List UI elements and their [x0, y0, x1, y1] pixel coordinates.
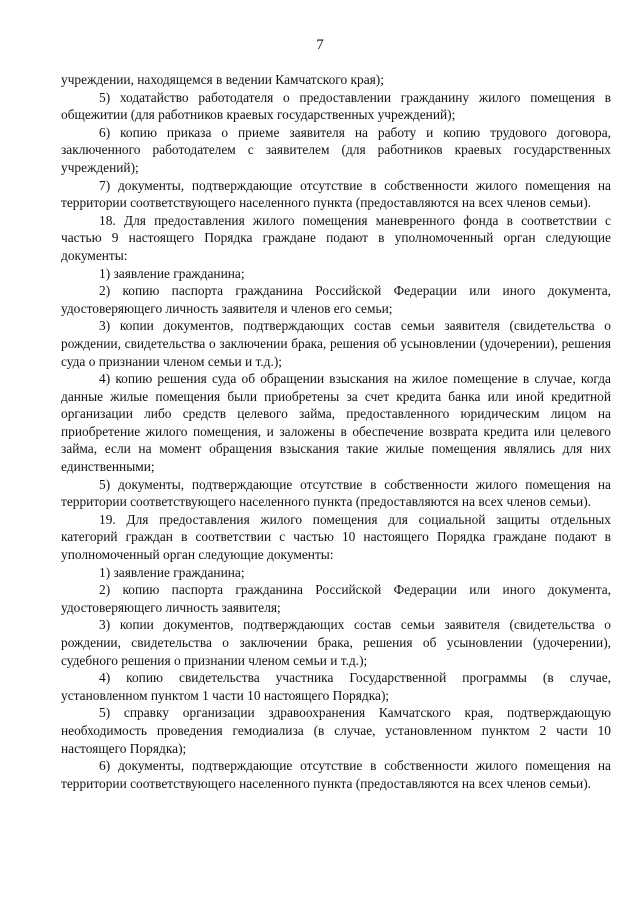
section-19-item-1: 1) заявление гражданина; [99, 564, 245, 580]
section-18-item-5: 5) документы, подтверждающие отсутствие в собственности жилого помещения на территории соответствующего населенного пункта (предоставляются на всех членов семьи). [61, 476, 611, 510]
list-item-6-employment-order: 6) копию приказа о приеме заявителя на работу и копию трудового договора, заключенного работодателем с заявителем (для работников краевых государственных учреждений); [61, 124, 611, 175]
document-body [61, 71, 611, 792]
paragraph-continuation: учреждении, находящемся в ведении Камчатского края); [61, 72, 384, 87]
section-19-item-4: 4) копию свидетельства участника Государственной программы (в случае, установленном пунктом 1 части 10 настоящего Порядка); [61, 670, 611, 703]
section-19-heading: 19. Для предоставления жилого помещения для социальной защиты отдельных категорий граждан в соответствии с частью 10 настоящего Порядка граждане подают в уполномоченный орган следующие документы: [61, 511, 611, 563]
section-19-item-6: 6) документы, подтверждающие отсутствие в собственности жилого помещения на территории соответствующего населенного пункта (предоставляются на всех членов семьи). [61, 758, 611, 791]
section-18-item-3: 3) копии документов, подтверждающих состав семьи заявителя (свидетельства о рождении, свидетельства о заключении брака, решения об усыновлении (удочерении), решения суда о признании членом семьи и т.д.); [61, 318, 611, 369]
section-19-item-3: 3) копии документов, подтверждающих состав семьи заявителя (свидетельства о рождении, свидетельства о заключении брака, решения об усыновлении (удочерении), судебного решения о признании членом семьи и т.д.); [61, 617, 611, 668]
section-19-item-2: 2) копию паспорта гражданина Российской Федерации или иного документа, удостоверяющего личность заявителя; [61, 582, 611, 615]
section-18-item-1: 1) заявление гражданина; [99, 265, 245, 281]
section-19-item-5: 5) справку организации здравоохранения Камчатского края, подтверждающую необходимость проведения гемодиализа (в случае, установленном пунктом 2 части 10 настоящего Порядка); [61, 705, 611, 756]
section-18-heading: 18. Для предоставления жилого помещения маневренного фонда в соответствии с частью 9 настоящего Порядка граждане подают в уполномоченный орган следующие документы: [61, 212, 611, 263]
list-item-5-petition: 5) ходатайство работодателя о предоставлении гражданину жилого помещения в общежитии (для работников краевых государственных учреждений); [61, 89, 611, 123]
list-item-7-no-ownership-docs: 7) документы, подтверждающие отсутствие в собственности жилого помещения на территории соответствующего населенного пункта (предоставляются на всех членов семьи). [61, 177, 611, 211]
section-18-item-2: 2) копию паспорта гражданина Российской Федерации или иного документа, удостоверяющего личность заявителя и членов его семьи; [61, 283, 611, 316]
page-number: 7 [316, 37, 324, 53]
section-18-item-4: 4) копию решения суда об обращении взыскания на жилое помещение в случае, когда данные жилые помещения были приобретены за счет кредита банка или иной кредитной организации либо средств целевого займа, предоставленного юридическим лицом на приобретение жилого помещения, и заложены в обеспечение возврата кредита или целевого займа, если на момент обращения взыскания такие жилые помещения являлись для них единственными; [61, 371, 611, 475]
